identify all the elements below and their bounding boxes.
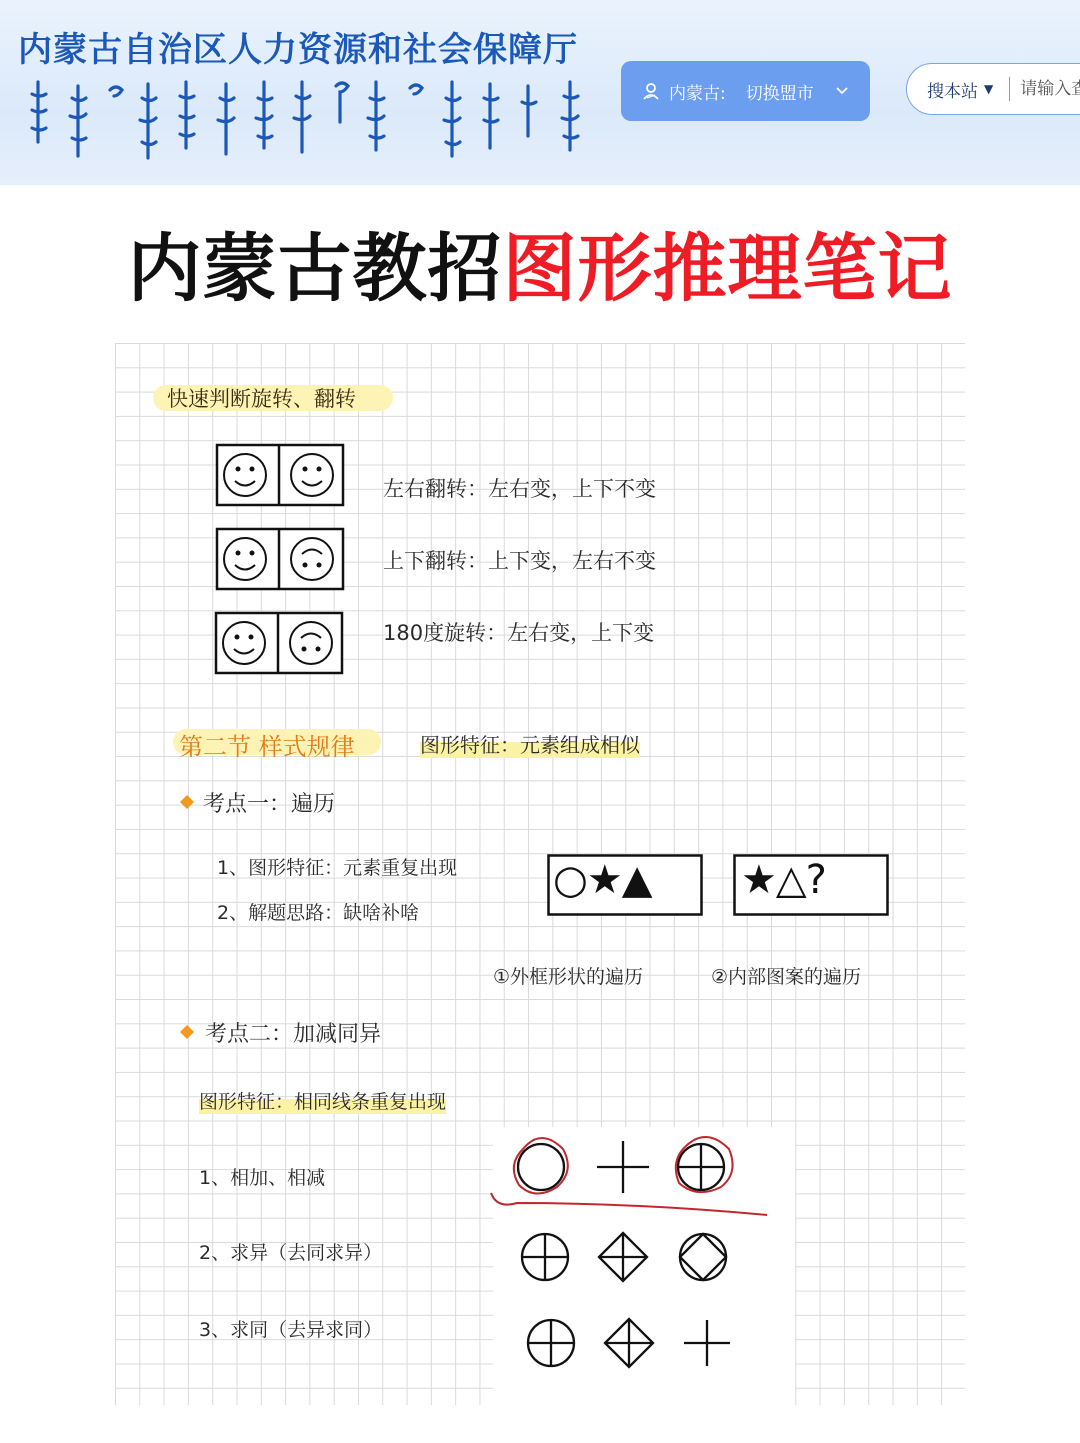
search-input[interactable] xyxy=(1018,78,1080,100)
rotate-180-text: 180度旋转：左右变，上下变 xyxy=(383,621,655,645)
mongolian-script-logo xyxy=(20,76,600,166)
chevron-down-icon xyxy=(836,84,848,99)
search-scope-select[interactable]: 搜本站 xyxy=(927,81,978,102)
orange-diamond-icon xyxy=(179,794,195,810)
flip-ud-figure xyxy=(215,527,345,591)
search-divider xyxy=(1009,77,1010,101)
point2-item2: 2、求异（去同求异） xyxy=(199,1242,383,1264)
point1-title: 考点一：遍历 xyxy=(203,792,336,817)
headline-red: 图形推理笔记 xyxy=(502,226,953,312)
point1-item1: 1、图形特征：元素重复出现 xyxy=(217,857,458,879)
point1-item2: 2、解题思路：缺啥补啥 xyxy=(217,902,420,924)
headline-black: 内蒙古教招 xyxy=(127,226,503,312)
region-label: 内蒙古: xyxy=(669,83,726,104)
page-headline xyxy=(0,210,1080,316)
section1-title: 快速判断旋转、翻转 xyxy=(167,387,356,411)
seq2-symbols: ★△? xyxy=(741,857,826,903)
section2-feature: 图形特征：元素组成相似 xyxy=(420,729,640,758)
caret-down-icon[interactable]: ▼ xyxy=(984,82,994,96)
add-subtract-figure xyxy=(485,1127,815,1427)
site-search xyxy=(906,63,1080,115)
region-switch-button[interactable] xyxy=(621,61,870,121)
section2-title: 第二节 样式规律 xyxy=(179,733,355,761)
point2-item3: 3、求同（去异求同） xyxy=(199,1319,383,1341)
flip-ud-text: 上下翻转：上下变，左右不变 xyxy=(383,549,656,573)
org-name[interactable]: 内蒙古自治区人力资源和社会保障厅 xyxy=(18,30,578,70)
seq1-symbols: ○★▲ xyxy=(553,857,652,903)
point2-title: 考点二：加减同异 xyxy=(205,1022,382,1047)
handwritten-note xyxy=(115,343,965,1405)
site-header xyxy=(0,0,1080,185)
caption1: ①外框形状的遍历 xyxy=(493,966,644,988)
region-value: 切换盟市 xyxy=(745,83,814,104)
orange-diamond-icon xyxy=(179,1024,195,1040)
point2-item1: 1、相加、相减 xyxy=(199,1167,326,1189)
flip-lr-text: 左右翻转：左右变，上下不变 xyxy=(383,477,656,501)
location-person-icon xyxy=(641,81,661,101)
flip-lr-figure xyxy=(215,443,345,507)
caption2: ②内部图案的遍历 xyxy=(711,966,862,988)
point2-feature: 图形特征：相同线条重复出现 xyxy=(199,1087,446,1114)
rotate-180-figure xyxy=(214,611,344,675)
